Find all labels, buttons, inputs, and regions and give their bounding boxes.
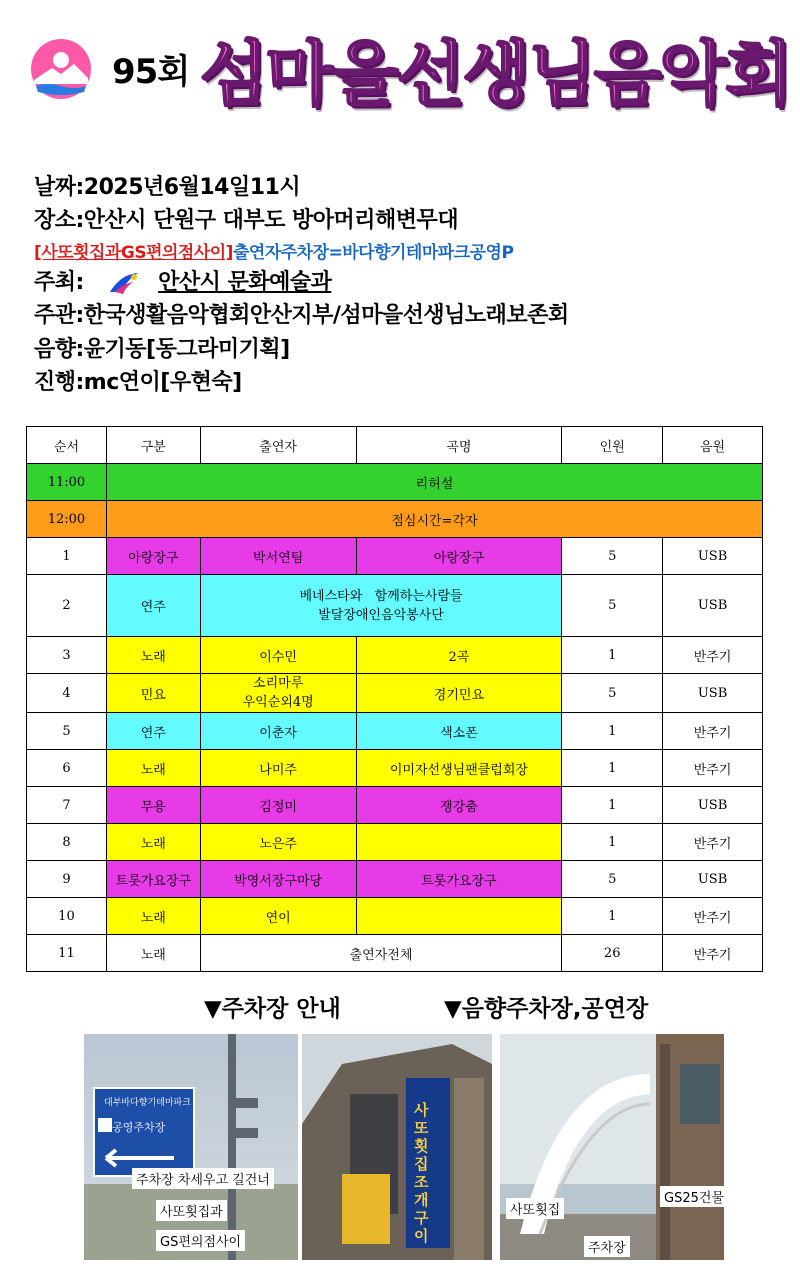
row-category: 노래 xyxy=(106,637,200,674)
header-source: 음원 xyxy=(663,427,763,464)
restaurant-building-image xyxy=(302,1034,492,1260)
event-organizer: 주관:한국생활음악협회안산지부/섬마을선생님노래보존회 xyxy=(34,303,569,328)
rehearsal-row xyxy=(27,464,763,501)
stage-arch-photo xyxy=(500,1034,724,1260)
row-order: 1 xyxy=(27,538,107,575)
row-performer: 박영서장구마당 xyxy=(200,861,356,898)
row-song: 트롯가요장구 xyxy=(356,861,562,898)
event-date: 날짜:2025년6월14일11시 xyxy=(34,175,301,200)
row-category: 노래 xyxy=(106,750,200,787)
row-count: 1 xyxy=(562,713,663,750)
event-sound: 음향:윤기동[동그라미기획] xyxy=(34,337,290,362)
row-source: 반주기 xyxy=(663,637,763,674)
table-row xyxy=(27,935,763,972)
photo1-caption-line2: 사또횟집과 xyxy=(156,1200,227,1221)
row-category: 노래 xyxy=(106,824,200,861)
photo3-caption-right: GS25건물 xyxy=(660,1186,724,1207)
island-sunrise-logo-icon xyxy=(30,38,92,100)
row-order: 10 xyxy=(27,898,107,935)
row-category: 민요 xyxy=(106,674,200,713)
edition-number: 95회 xyxy=(112,52,190,92)
photo1-caption-line3: GS편의점사이 xyxy=(156,1230,245,1251)
row-order: 7 xyxy=(27,787,107,824)
parking-info xyxy=(34,238,513,263)
row-performer xyxy=(200,575,562,637)
row-performer: 김정미 xyxy=(200,787,356,824)
parking-location: [사또횟집과GS편의점사이] xyxy=(34,243,233,263)
table-row xyxy=(27,713,763,750)
rehearsal-time: 11:00 xyxy=(27,464,107,501)
row-order: 11 xyxy=(27,935,107,972)
row-performer xyxy=(200,674,356,713)
row-count: 1 xyxy=(562,824,663,861)
row-category: 무용 xyxy=(106,787,200,824)
lunch-row xyxy=(27,501,763,538)
row-performer: 이수민 xyxy=(200,637,356,674)
table-row xyxy=(27,861,763,898)
row-source: USB xyxy=(663,674,763,713)
city-emblem-icon xyxy=(107,270,141,296)
row-category: 연주 xyxy=(106,575,200,637)
table-row xyxy=(27,575,763,637)
header-category: 구분 xyxy=(106,427,200,464)
row-count: 1 xyxy=(562,787,663,824)
restaurant-building-photo xyxy=(302,1034,492,1260)
parking-guide-heading: ▼주차장 안내 xyxy=(204,996,341,1022)
row-count: 5 xyxy=(562,674,663,713)
row-source: 반주기 xyxy=(663,750,763,787)
rehearsal-label: 리허설 xyxy=(106,464,762,501)
table-row xyxy=(27,538,763,575)
row-source: 반주기 xyxy=(663,935,763,972)
host-label: 주최: xyxy=(34,270,84,295)
row-performer: 연이 xyxy=(200,898,356,935)
table-row xyxy=(27,824,763,861)
parking-note: 출연자주차장=바다향기테마파크공영P xyxy=(232,243,514,263)
program-table xyxy=(26,426,763,972)
row-order: 9 xyxy=(27,861,107,898)
table-row xyxy=(27,637,763,674)
row-count: 5 xyxy=(562,861,663,898)
photo3-caption-left: 사또횟집 xyxy=(506,1198,564,1219)
lunch-label: 점심시간=각자 xyxy=(106,501,762,538)
row-song: 경기민요 xyxy=(356,674,562,713)
row-category: 트롯가요장구 xyxy=(106,861,200,898)
parking-sign-photo xyxy=(84,1034,298,1260)
event-host xyxy=(34,265,331,296)
row-song: 색소폰 xyxy=(356,713,562,750)
row-order: 6 xyxy=(27,750,107,787)
header-count: 인원 xyxy=(562,427,663,464)
header-performer: 출연자 xyxy=(200,427,356,464)
row-song xyxy=(356,824,562,861)
row-source: USB xyxy=(663,538,763,575)
parking-sign-image xyxy=(84,1034,298,1260)
row-performer: 박서연팀 xyxy=(200,538,356,575)
row-performer: 출연자전체 xyxy=(200,935,562,972)
lunch-time: 12:00 xyxy=(27,501,107,538)
row-source: USB xyxy=(663,861,763,898)
row-performer: 노은주 xyxy=(200,824,356,861)
row-category: 아랑장구 xyxy=(106,538,200,575)
table-row xyxy=(27,787,763,824)
row-performer: 이춘자 xyxy=(200,713,356,750)
table-row xyxy=(27,750,763,787)
concert-title: 섬마을선생님음악회 xyxy=(200,33,791,115)
row-count: 1 xyxy=(562,750,663,787)
row-order: 4 xyxy=(27,674,107,713)
row-song xyxy=(356,898,562,935)
row-order: 5 xyxy=(27,713,107,750)
photo1-caption-line1: 주차장 차세우고 길건너 xyxy=(132,1168,274,1189)
row-order: 3 xyxy=(27,637,107,674)
event-place: 장소:안산시 단원구 대부도 방아머리해변무대 xyxy=(34,208,459,233)
row-category: 노래 xyxy=(106,935,200,972)
table-header-row xyxy=(27,427,763,464)
row-order: 2 xyxy=(27,575,107,637)
performer-line: 베네스타와 함께하는사람들 xyxy=(299,588,463,604)
performer-line: 소리마루 xyxy=(253,676,304,691)
row-source: 반주기 xyxy=(663,713,763,750)
row-count: 1 xyxy=(562,898,663,935)
row-count: 5 xyxy=(562,538,663,575)
row-song: 이미자선생님팬클럽회장 xyxy=(356,750,562,787)
row-count: 5 xyxy=(562,575,663,637)
host-organization: 안산시 문화예술과 xyxy=(158,270,332,295)
header-order: 순서 xyxy=(27,427,107,464)
row-source: USB xyxy=(663,787,763,824)
poster-header xyxy=(0,0,800,150)
row-count: 1 xyxy=(562,637,663,674)
table-row xyxy=(27,674,763,713)
row-source: 반주기 xyxy=(663,898,763,935)
header-song: 곡명 xyxy=(356,427,562,464)
row-source: USB xyxy=(663,575,763,637)
row-source: 반주기 xyxy=(663,824,763,861)
row-category: 연주 xyxy=(106,713,200,750)
building-sign-text: 사또횟집조개구이 xyxy=(414,1101,429,1245)
performer-line: 우익순외4명 xyxy=(242,695,314,710)
sound-parking-stage-heading: ▼음향주차장,공연장 xyxy=(444,996,649,1022)
stage-arch-image xyxy=(500,1034,724,1260)
photo3-caption-bottom: 주차장 xyxy=(584,1236,630,1257)
sign-top-text: 대부바다향기테마파크 xyxy=(104,1098,191,1108)
row-song: 아랑장구 xyxy=(356,538,562,575)
table-row xyxy=(27,898,763,935)
row-order: 8 xyxy=(27,824,107,861)
row-performer: 나미주 xyxy=(200,750,356,787)
row-count: 26 xyxy=(562,935,663,972)
event-mc: 진행:mc연이[우현숙] xyxy=(34,370,242,395)
row-song: 쟁강춤 xyxy=(356,787,562,824)
row-category: 노래 xyxy=(106,898,200,935)
sign-bottom-text: P 공영주차장 xyxy=(102,1121,166,1134)
performer-line: 발달장애인음악봉사단 xyxy=(318,607,444,623)
row-song: 2곡 xyxy=(356,637,562,674)
